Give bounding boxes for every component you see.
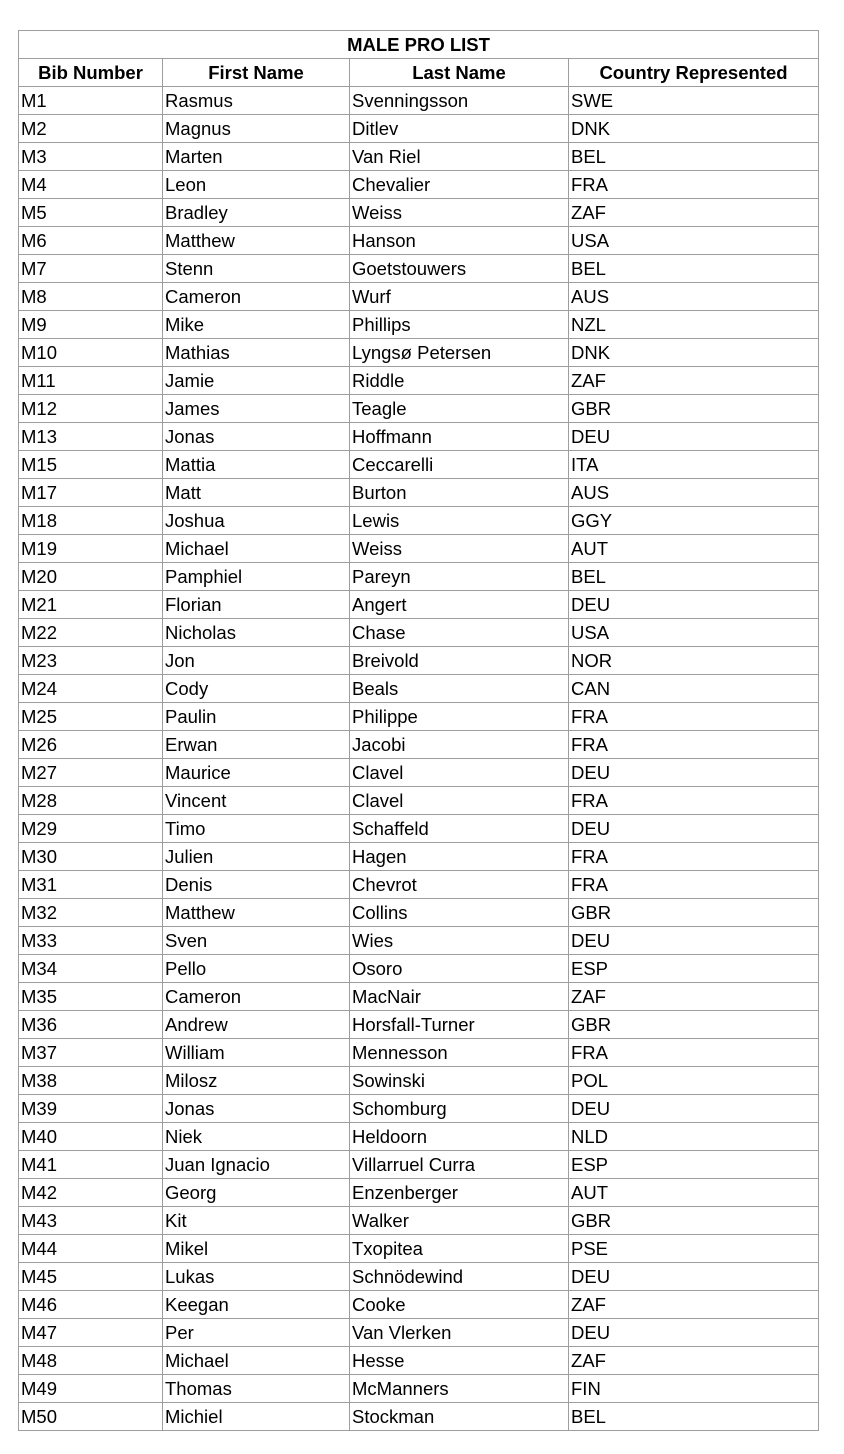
country-cell: DEU [569, 1319, 819, 1347]
last-name-cell: Wurf [350, 283, 569, 311]
table-row [19, 759, 819, 787]
last-name-cell: Collins [350, 899, 569, 927]
last-name-cell: Ceccarelli [350, 451, 569, 479]
table-row [19, 899, 819, 927]
table-row [19, 1123, 819, 1151]
table-row [19, 1235, 819, 1263]
table-row [19, 787, 819, 815]
first-name-cell: Michael [163, 1347, 350, 1375]
first-name-cell: Paulin [163, 703, 350, 731]
last-name-cell: Heldoorn [350, 1123, 569, 1151]
bib-number-cell: M48 [19, 1347, 163, 1375]
country-cell: ESP [569, 955, 819, 983]
first-name-cell: Jon [163, 647, 350, 675]
table-row [19, 1095, 819, 1123]
first-name-cell: Leon [163, 171, 350, 199]
bib-number-cell: M34 [19, 955, 163, 983]
country-cell: PSE [569, 1235, 819, 1263]
country-cell: ZAF [569, 367, 819, 395]
table-row [19, 171, 819, 199]
first-name-cell: Per [163, 1319, 350, 1347]
first-name-cell: Jamie [163, 367, 350, 395]
header-bib-number: Bib Number [19, 59, 163, 87]
bib-number-cell: M6 [19, 227, 163, 255]
bib-number-cell: M9 [19, 311, 163, 339]
table-row [19, 1011, 819, 1039]
last-name-cell: Schnödewind [350, 1263, 569, 1291]
first-name-cell: Lukas [163, 1263, 350, 1291]
first-name-cell: Julien [163, 843, 350, 871]
table-row [19, 647, 819, 675]
country-cell: NLD [569, 1123, 819, 1151]
last-name-cell: Hagen [350, 843, 569, 871]
first-name-cell: Stenn [163, 255, 350, 283]
table-row [19, 507, 819, 535]
last-name-cell: Lyngsø Petersen [350, 339, 569, 367]
last-name-cell: Burton [350, 479, 569, 507]
last-name-cell: Cooke [350, 1291, 569, 1319]
last-name-cell: Teagle [350, 395, 569, 423]
bib-number-cell: M44 [19, 1235, 163, 1263]
bib-number-cell: M4 [19, 171, 163, 199]
last-name-cell: Walker [350, 1207, 569, 1235]
first-name-cell: Michiel [163, 1403, 350, 1431]
last-name-cell: Hanson [350, 227, 569, 255]
country-cell: POL [569, 1067, 819, 1095]
last-name-cell: Philippe [350, 703, 569, 731]
country-cell: CAN [569, 675, 819, 703]
table-row [19, 591, 819, 619]
bib-number-cell: M13 [19, 423, 163, 451]
bib-number-cell: M30 [19, 843, 163, 871]
country-cell: DEU [569, 927, 819, 955]
table-row [19, 423, 819, 451]
last-name-cell: Wies [350, 927, 569, 955]
country-cell: DEU [569, 591, 819, 619]
bib-number-cell: M47 [19, 1319, 163, 1347]
last-name-cell: Enzenberger [350, 1179, 569, 1207]
bib-number-cell: M11 [19, 367, 163, 395]
header-country-represented: Country Represented [569, 59, 819, 87]
first-name-cell: Matt [163, 479, 350, 507]
bib-number-cell: M37 [19, 1039, 163, 1067]
table-row [19, 1291, 819, 1319]
table-row [19, 843, 819, 871]
bib-number-cell: M33 [19, 927, 163, 955]
table-row [19, 1151, 819, 1179]
first-name-cell: William [163, 1039, 350, 1067]
table-row [19, 255, 819, 283]
table-row [19, 535, 819, 563]
table-row [19, 675, 819, 703]
table-row [19, 1039, 819, 1067]
bib-number-cell: M7 [19, 255, 163, 283]
country-cell: ZAF [569, 1291, 819, 1319]
first-name-cell: Georg [163, 1179, 350, 1207]
first-name-cell: Cody [163, 675, 350, 703]
last-name-cell: Schaffeld [350, 815, 569, 843]
table-row [19, 1375, 819, 1403]
table-row [19, 227, 819, 255]
bib-number-cell: M12 [19, 395, 163, 423]
country-cell: NOR [569, 647, 819, 675]
last-name-cell: Villarruel Curra [350, 1151, 569, 1179]
bib-number-cell: M41 [19, 1151, 163, 1179]
first-name-cell: Erwan [163, 731, 350, 759]
last-name-cell: Van Vlerken [350, 1319, 569, 1347]
table-row [19, 1179, 819, 1207]
bib-number-cell: M1 [19, 87, 163, 115]
table-row [19, 619, 819, 647]
first-name-cell: Timo [163, 815, 350, 843]
table-row [19, 451, 819, 479]
country-cell: AUS [569, 283, 819, 311]
bib-number-cell: M31 [19, 871, 163, 899]
bib-number-cell: M32 [19, 899, 163, 927]
table-row [19, 731, 819, 759]
table-title-row [19, 31, 819, 59]
country-cell: DEU [569, 1095, 819, 1123]
table-row [19, 115, 819, 143]
last-name-cell: Osoro [350, 955, 569, 983]
last-name-cell: Ditlev [350, 115, 569, 143]
country-cell: DEU [569, 423, 819, 451]
country-cell: ESP [569, 1151, 819, 1179]
country-cell: GBR [569, 395, 819, 423]
bib-number-cell: M38 [19, 1067, 163, 1095]
last-name-cell: Breivold [350, 647, 569, 675]
bib-number-cell: M10 [19, 339, 163, 367]
bib-number-cell: M46 [19, 1291, 163, 1319]
last-name-cell: McManners [350, 1375, 569, 1403]
table-row [19, 479, 819, 507]
table-row [19, 955, 819, 983]
last-name-cell: Chevalier [350, 171, 569, 199]
table-header-row [19, 59, 819, 87]
bib-number-cell: M35 [19, 983, 163, 1011]
last-name-cell: Jacobi [350, 731, 569, 759]
country-cell: FRA [569, 731, 819, 759]
last-name-cell: Hoffmann [350, 423, 569, 451]
last-name-cell: Phillips [350, 311, 569, 339]
last-name-cell: Clavel [350, 759, 569, 787]
bib-number-cell: M43 [19, 1207, 163, 1235]
last-name-cell: Mennesson [350, 1039, 569, 1067]
bib-number-cell: M24 [19, 675, 163, 703]
first-name-cell: Marten [163, 143, 350, 171]
first-name-cell: Niek [163, 1123, 350, 1151]
country-cell: NZL [569, 311, 819, 339]
last-name-cell: Txopitea [350, 1235, 569, 1263]
first-name-cell: Andrew [163, 1011, 350, 1039]
table-row [19, 815, 819, 843]
country-cell: ZAF [569, 983, 819, 1011]
bib-number-cell: M21 [19, 591, 163, 619]
bib-number-cell: M26 [19, 731, 163, 759]
country-cell: DEU [569, 759, 819, 787]
table-row [19, 871, 819, 899]
country-cell: USA [569, 619, 819, 647]
country-cell: DEU [569, 1263, 819, 1291]
last-name-cell: Angert [350, 591, 569, 619]
first-name-cell: Pamphiel [163, 563, 350, 591]
first-name-cell: Jonas [163, 423, 350, 451]
last-name-cell: Pareyn [350, 563, 569, 591]
last-name-cell: Beals [350, 675, 569, 703]
table-row [19, 283, 819, 311]
country-cell: FRA [569, 843, 819, 871]
first-name-cell: Mathias [163, 339, 350, 367]
country-cell: GBR [569, 1207, 819, 1235]
country-cell: ZAF [569, 199, 819, 227]
bib-number-cell: M8 [19, 283, 163, 311]
country-cell: SWE [569, 87, 819, 115]
last-name-cell: Van Riel [350, 143, 569, 171]
bib-number-cell: M3 [19, 143, 163, 171]
first-name-cell: Bradley [163, 199, 350, 227]
bib-number-cell: M39 [19, 1095, 163, 1123]
first-name-cell: Matthew [163, 227, 350, 255]
last-name-cell: Stockman [350, 1403, 569, 1431]
last-name-cell: Schomburg [350, 1095, 569, 1123]
last-name-cell: Lewis [350, 507, 569, 535]
table-row [19, 395, 819, 423]
bib-number-cell: M5 [19, 199, 163, 227]
last-name-cell: Sowinski [350, 1067, 569, 1095]
country-cell: DEU [569, 815, 819, 843]
last-name-cell: Svenningsson [350, 87, 569, 115]
country-cell: AUS [569, 479, 819, 507]
bib-number-cell: M22 [19, 619, 163, 647]
first-name-cell: Pello [163, 955, 350, 983]
last-name-cell: Horsfall-Turner [350, 1011, 569, 1039]
first-name-cell: Denis [163, 871, 350, 899]
first-name-cell: Florian [163, 591, 350, 619]
table-row [19, 199, 819, 227]
table-row [19, 563, 819, 591]
table-title: MALE PRO LIST [19, 31, 819, 59]
bib-number-cell: M49 [19, 1375, 163, 1403]
first-name-cell: Mikel [163, 1235, 350, 1263]
country-cell: BEL [569, 143, 819, 171]
first-name-cell: Mattia [163, 451, 350, 479]
first-name-cell: Kit [163, 1207, 350, 1235]
table-row [19, 339, 819, 367]
bib-number-cell: M19 [19, 535, 163, 563]
bib-number-cell: M20 [19, 563, 163, 591]
last-name-cell: Clavel [350, 787, 569, 815]
bib-number-cell: M42 [19, 1179, 163, 1207]
first-name-cell: Juan Ignacio [163, 1151, 350, 1179]
male-pro-list-table [18, 30, 819, 1431]
table-row [19, 1403, 819, 1431]
table-row [19, 703, 819, 731]
table-body [19, 87, 819, 1431]
first-name-cell: Jonas [163, 1095, 350, 1123]
country-cell: FRA [569, 787, 819, 815]
country-cell: DNK [569, 339, 819, 367]
country-cell: FRA [569, 871, 819, 899]
country-cell: DNK [569, 115, 819, 143]
last-name-cell: Chevrot [350, 871, 569, 899]
country-cell: AUT [569, 535, 819, 563]
country-cell: FRA [569, 171, 819, 199]
first-name-cell: Matthew [163, 899, 350, 927]
country-cell: AUT [569, 1179, 819, 1207]
table-row [19, 1263, 819, 1291]
bib-number-cell: M27 [19, 759, 163, 787]
first-name-cell: Cameron [163, 283, 350, 311]
table-row [19, 143, 819, 171]
last-name-cell: Goetstouwers [350, 255, 569, 283]
first-name-cell: Rasmus [163, 87, 350, 115]
country-cell: ITA [569, 451, 819, 479]
table-row [19, 983, 819, 1011]
country-cell: GBR [569, 1011, 819, 1039]
country-cell: GGY [569, 507, 819, 535]
first-name-cell: Vincent [163, 787, 350, 815]
table-row [19, 311, 819, 339]
first-name-cell: Thomas [163, 1375, 350, 1403]
bib-number-cell: M36 [19, 1011, 163, 1039]
first-name-cell: Sven [163, 927, 350, 955]
last-name-cell: MacNair [350, 983, 569, 1011]
first-name-cell: Michael [163, 535, 350, 563]
country-cell: FRA [569, 703, 819, 731]
bib-number-cell: M15 [19, 451, 163, 479]
bib-number-cell: M28 [19, 787, 163, 815]
bib-number-cell: M17 [19, 479, 163, 507]
table-row [19, 1319, 819, 1347]
bib-number-cell: M40 [19, 1123, 163, 1151]
last-name-cell: Hesse [350, 1347, 569, 1375]
table-row [19, 927, 819, 955]
country-cell: BEL [569, 1403, 819, 1431]
country-cell: GBR [569, 899, 819, 927]
first-name-cell: Keegan [163, 1291, 350, 1319]
header-first-name: First Name [163, 59, 350, 87]
first-name-cell: Mike [163, 311, 350, 339]
table-row [19, 1067, 819, 1095]
last-name-cell: Weiss [350, 535, 569, 563]
country-cell: ZAF [569, 1347, 819, 1375]
first-name-cell: Maurice [163, 759, 350, 787]
header-last-name: Last Name [350, 59, 569, 87]
bib-number-cell: M2 [19, 115, 163, 143]
country-cell: USA [569, 227, 819, 255]
first-name-cell: Nicholas [163, 619, 350, 647]
first-name-cell: Joshua [163, 507, 350, 535]
bib-number-cell: M18 [19, 507, 163, 535]
first-name-cell: Magnus [163, 115, 350, 143]
table-row [19, 1207, 819, 1235]
bib-number-cell: M50 [19, 1403, 163, 1431]
last-name-cell: Weiss [350, 199, 569, 227]
bib-number-cell: M25 [19, 703, 163, 731]
bib-number-cell: M29 [19, 815, 163, 843]
country-cell: BEL [569, 255, 819, 283]
last-name-cell: Riddle [350, 367, 569, 395]
country-cell: FIN [569, 1375, 819, 1403]
country-cell: FRA [569, 1039, 819, 1067]
country-cell: BEL [569, 563, 819, 591]
table-row [19, 87, 819, 115]
first-name-cell: Milosz [163, 1067, 350, 1095]
first-name-cell: James [163, 395, 350, 423]
table-row [19, 367, 819, 395]
table-row [19, 1347, 819, 1375]
first-name-cell: Cameron [163, 983, 350, 1011]
last-name-cell: Chase [350, 619, 569, 647]
bib-number-cell: M45 [19, 1263, 163, 1291]
bib-number-cell: M23 [19, 647, 163, 675]
